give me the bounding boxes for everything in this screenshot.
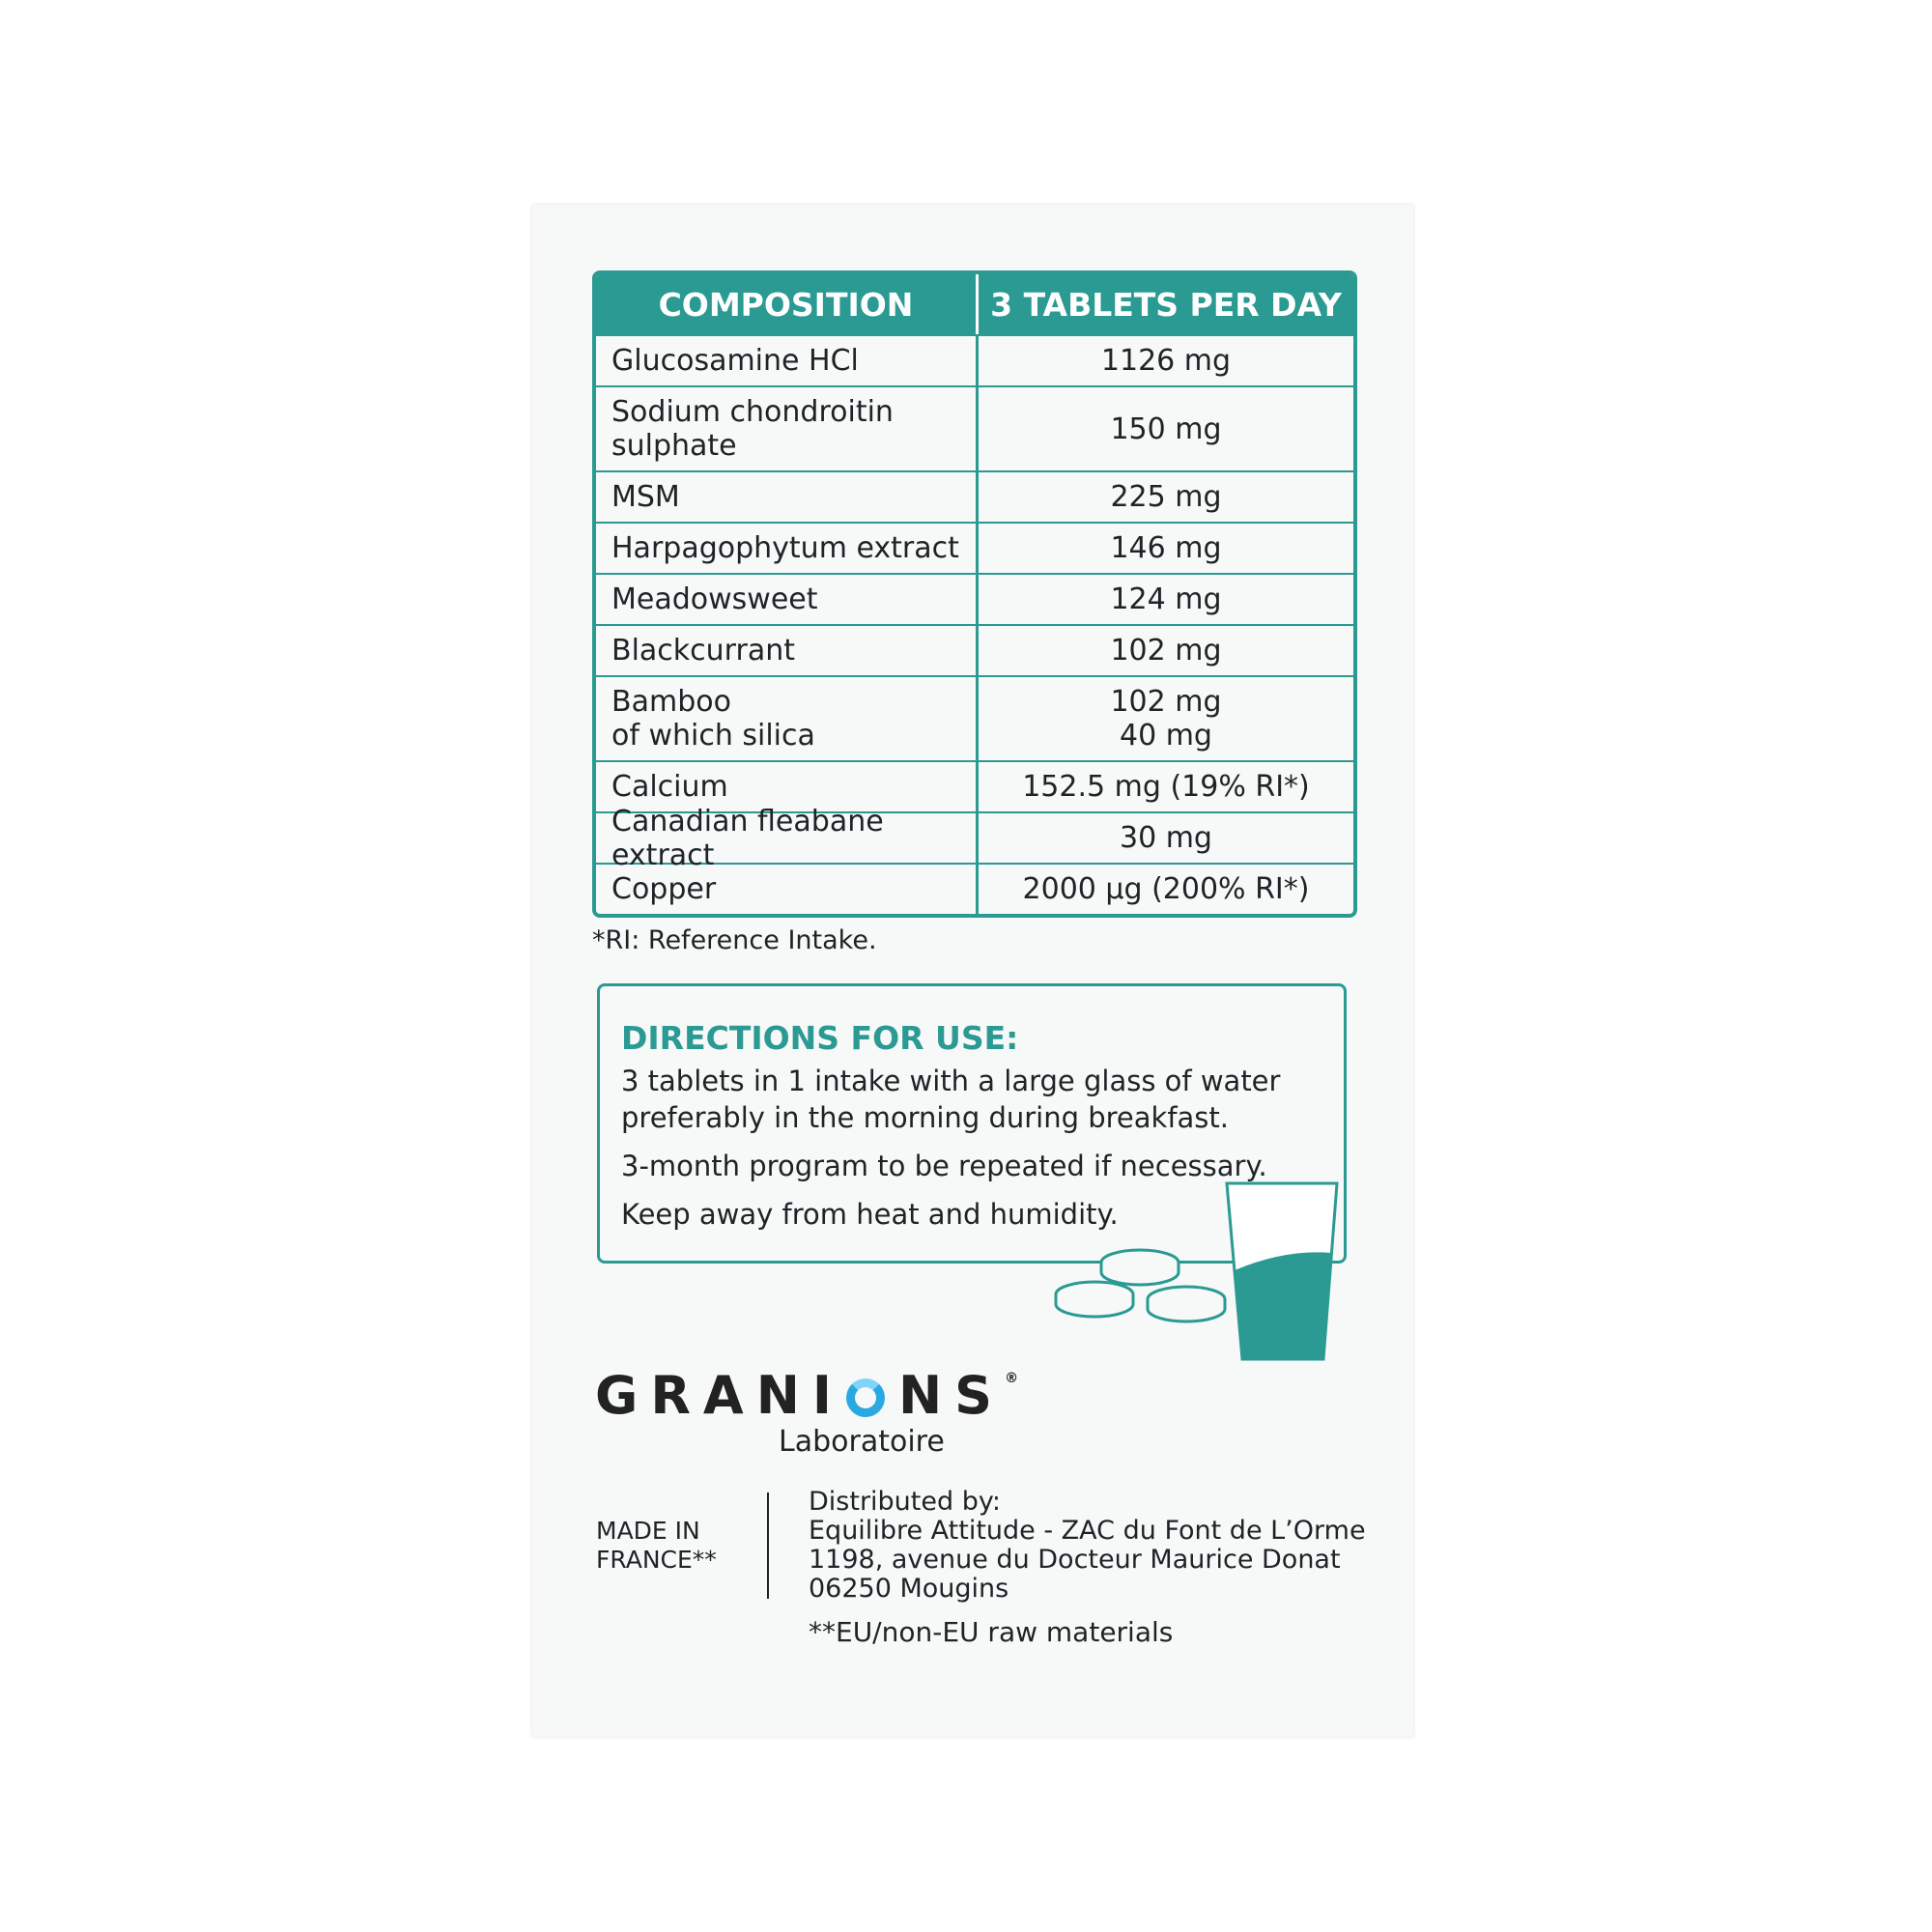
ingredient-dose: 102 mg 40 mg — [1110, 685, 1222, 753]
ingredient-dose: 30 mg — [1120, 821, 1212, 855]
header-dose: 3 TABLETS PER DAY — [990, 285, 1342, 324]
table-row — [596, 675, 1353, 760]
ingredient-dose: 150 mg — [1110, 412, 1222, 446]
directions-line: preferably in the morning during breakfast. — [621, 1101, 1229, 1134]
reference-intake-note: *RI: Reference Intake. — [592, 925, 877, 955]
table-row — [596, 624, 1353, 675]
ingredient-dose: 102 mg — [1110, 634, 1222, 668]
directions-title: DIRECTIONS FOR USE: — [621, 1019, 1019, 1057]
brand-o-ring-icon — [846, 1378, 885, 1417]
composition-table — [592, 270, 1357, 918]
ingredient-dose: 2000 µg (200% RI*) — [1022, 872, 1310, 906]
ingredient-name: Calcium — [596, 762, 979, 811]
ingredient-name: Bamboo of which silica — [596, 677, 979, 760]
ingredient-dose: 1126 mg — [1100, 344, 1232, 378]
table-row — [596, 334, 1353, 385]
table-row — [596, 385, 1353, 470]
ingredient-dose: 146 mg — [1110, 531, 1222, 565]
table-header — [596, 274, 1353, 334]
table-row — [596, 573, 1353, 624]
table-row — [596, 863, 1353, 914]
directions-line: Keep away from heat and humidity. — [621, 1198, 1119, 1231]
directions-line: 3 tablets in 1 intake with a large glass of water — [621, 1065, 1281, 1097]
brand-logo: GRANI NS® — [595, 1365, 1019, 1426]
ingredient-dose: 152.5 mg (19% RI*) — [1022, 770, 1310, 804]
divider — [767, 1492, 769, 1599]
brand-subtitle: Laboratoire — [779, 1425, 945, 1459]
ingredient-name: Blackcurrant — [596, 626, 979, 675]
table-row — [596, 804, 1353, 872]
header-composition: COMPOSITION — [596, 274, 979, 334]
distributor-address: Distributed by: Equilibre Attitude - ZAC du Font de L’Orme 1198, avenue du Docteur Maurice Donat 06250 Mougins — [809, 1487, 1366, 1604]
directions-line: 3-month program to be repeated if necessary. — [621, 1150, 1267, 1182]
ingredient-dose: 124 mg — [1110, 582, 1222, 616]
table-row — [596, 470, 1353, 522]
ingredient-name: Harpagophytum extract — [596, 524, 979, 573]
ingredient-dose: 225 mg — [1110, 480, 1222, 514]
table-row — [596, 522, 1353, 573]
ingredient-name: Meadowsweet — [596, 575, 979, 624]
ingredient-name: Glucosamine HCl — [596, 336, 979, 385]
tablets-and-glass-icon — [1043, 1174, 1352, 1367]
raw-materials-note: **EU/non-EU raw materials — [809, 1616, 1174, 1648]
ingredient-name: MSM — [596, 472, 979, 522]
ingredient-name: Canadian fleabane extract — [596, 813, 979, 863]
made-in-label: MADE IN FRANCE** — [596, 1517, 717, 1574]
ingredient-name: Copper — [596, 865, 979, 914]
ingredient-name: Sodium chondroitin sulphate — [596, 387, 979, 470]
